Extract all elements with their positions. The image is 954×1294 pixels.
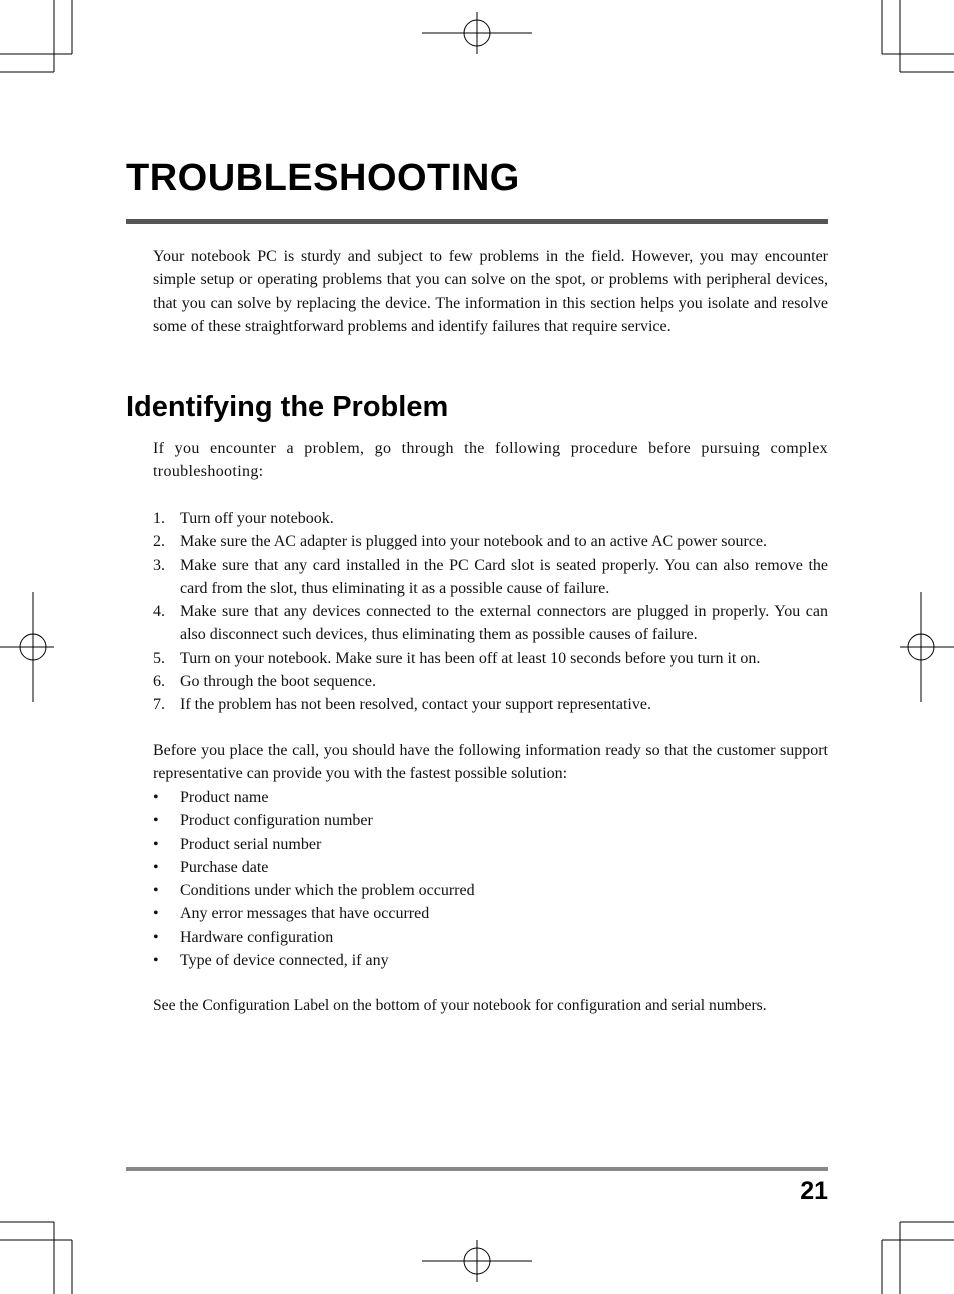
step-text: Make sure the AC adapter is plugged into your notebook and to an active AC power source. <box>180 533 767 551</box>
bullet-text: Conditions under which the problem occurred <box>180 882 475 900</box>
bullet-icon: • <box>153 812 159 830</box>
list-item <box>153 647 828 670</box>
step-number: 6. <box>153 673 165 691</box>
step-number: 1. <box>153 510 165 527</box>
bullet-text: Type of device connected, if any <box>180 952 389 970</box>
list-item <box>153 902 828 925</box>
lead-paragraph: If you encounter a problem, go through the following procedure before pursuing complex troubleshooting: <box>153 440 828 481</box>
list-item <box>153 786 828 809</box>
page-title: TROUBLESHOOTING <box>126 157 520 199</box>
bullet-text: Purchase date <box>180 858 269 876</box>
step-text: Turn off your notebook. <box>180 510 334 527</box>
bullet-icon: • <box>153 928 159 946</box>
bullet-text: Product name <box>180 789 269 806</box>
list-item <box>153 530 828 553</box>
list-item <box>153 809 828 832</box>
bullet-icon: • <box>153 882 159 900</box>
list-item <box>153 926 828 949</box>
title-rule <box>126 219 828 224</box>
intro-paragraph: Your notebook PC is sturdy and subject to few problems in the field. However, you may encounter simple setup or operating problems that you can solve on the spot, or problems with peripheral devices, that you can solve by replacing the device. The information in this section helps you isolate and resolve some of these straightforward problems and identify failures that require service. <box>153 248 828 335</box>
step-text: Make sure that any card installed in the PC Card slot is seated properly. You can also remove the card from the slot, thus eliminating it as a possible cause of failure. <box>180 556 828 597</box>
step-text: Make sure that any devices connected to the external connectors are plugged in properly. You can also disconnect such devices, thus eliminating them as possible causes of failure. <box>180 603 828 644</box>
list-item <box>153 949 828 972</box>
registration-mark-right <box>900 592 954 702</box>
configuration-label-note: See the Configuration Label on the bottom of your notebook for configuration and serial numbers. <box>153 997 767 1014</box>
page-number: 21 <box>800 1177 828 1205</box>
list-item <box>153 833 828 856</box>
registration-mark-left <box>0 592 54 702</box>
step-number: 7. <box>153 696 165 714</box>
list-item <box>153 670 828 693</box>
bullet-icon: • <box>153 905 159 923</box>
bullet-icon: • <box>153 952 159 970</box>
section-heading: Identifying the Problem <box>126 391 449 423</box>
footer-rule <box>126 1167 828 1171</box>
before-call-paragraph: Before you place the call, you should have the following information ready so that the customer support representative can provide you with the fastest possible solution: <box>153 742 828 783</box>
list-item <box>153 693 828 716</box>
registration-mark-top <box>422 12 532 54</box>
list-item <box>153 600 828 647</box>
step-number: 2. <box>153 533 165 551</box>
bullet-text: Product configuration number <box>180 812 373 830</box>
step-text: Turn on your notebook. Make sure it has been off at least 10 seconds before you turn it on. <box>180 649 761 667</box>
list-item <box>153 554 828 601</box>
bullet-icon: • <box>153 789 159 806</box>
registration-mark-bottom <box>422 1240 532 1282</box>
step-number: 5. <box>153 649 165 667</box>
bullet-text: Any error messages that have occurred <box>180 905 430 923</box>
step-number: 3. <box>153 556 165 574</box>
list-item <box>153 879 828 902</box>
information-list <box>153 786 828 972</box>
step-text: If the problem has not been resolved, contact your support representative. <box>180 696 651 714</box>
step-text: Go through the boot sequence. <box>180 673 376 691</box>
bullet-text: Product serial number <box>180 835 322 853</box>
list-item <box>153 856 828 879</box>
bullet-icon: • <box>153 858 159 876</box>
bullet-icon: • <box>153 835 159 853</box>
procedure-list <box>153 507 828 717</box>
step-number: 4. <box>153 603 165 621</box>
bullet-text: Hardware configuration <box>180 928 334 946</box>
list-item <box>153 507 828 530</box>
